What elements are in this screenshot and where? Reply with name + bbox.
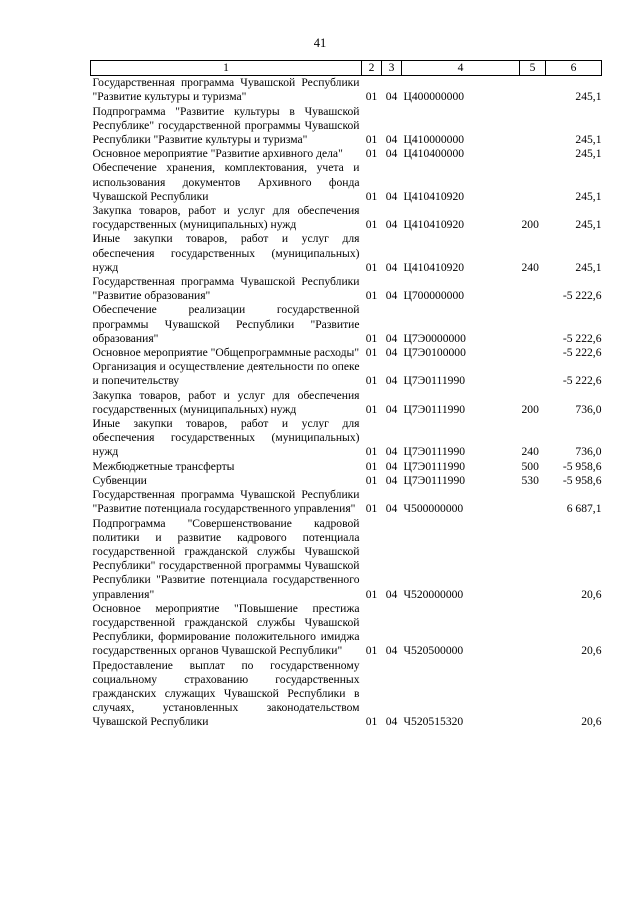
table-body bbox=[91, 76, 602, 730]
row-section: 01 bbox=[365, 644, 378, 658]
table-row bbox=[91, 417, 602, 460]
row-subsection: 04 bbox=[385, 133, 398, 147]
row-amount: -5 222,6 bbox=[562, 346, 602, 360]
row-amount: -5 222,6 bbox=[562, 331, 602, 345]
row-target-article: Ч500000000 bbox=[403, 502, 464, 516]
row-subsection: 04 bbox=[385, 374, 398, 388]
row-expense-type bbox=[520, 602, 546, 659]
header-col-csr: 4 bbox=[402, 61, 520, 76]
row-target-article: Ц410410920 bbox=[403, 189, 465, 203]
row-subsection: 04 bbox=[385, 445, 398, 459]
table-row bbox=[91, 474, 602, 488]
row-expense-type bbox=[520, 488, 546, 516]
row-target-article: Ц410000000 bbox=[403, 133, 465, 147]
row-expense-type: 240 bbox=[521, 260, 539, 274]
row-subsection: 04 bbox=[385, 289, 398, 303]
row-target-article: Ц7Э0000000 bbox=[403, 331, 466, 345]
row-amount: 245,1 bbox=[575, 189, 602, 203]
row-subsection: 04 bbox=[385, 715, 398, 729]
table-row bbox=[91, 147, 602, 161]
table-row bbox=[91, 346, 602, 360]
row-expense-type: 200 bbox=[521, 402, 539, 416]
row-amount: -5 222,6 bbox=[562, 374, 602, 388]
row-expense-type bbox=[520, 360, 546, 388]
row-expense-type bbox=[520, 517, 546, 602]
row-section: 01 bbox=[365, 133, 378, 147]
row-expense-type: 500 bbox=[521, 459, 539, 473]
row-section: 01 bbox=[365, 445, 378, 459]
row-name: Обеспечение реализации государственной программы Чувашской Республики "Развитие образования" bbox=[92, 303, 360, 345]
row-name: Основное мероприятие "Общепрограммные расходы" bbox=[92, 346, 360, 360]
row-section: 01 bbox=[365, 189, 378, 203]
row-name: Государственная программа Чувашской Республики "Развитие образования" bbox=[92, 275, 360, 303]
row-amount: 6 687,1 bbox=[566, 502, 602, 516]
row-subsection: 04 bbox=[385, 459, 398, 473]
row-amount: -5 222,6 bbox=[562, 289, 602, 303]
row-section: 01 bbox=[365, 587, 378, 601]
row-amount: 245,1 bbox=[575, 90, 602, 104]
row-target-article: Ч520000000 bbox=[403, 587, 464, 601]
row-target-article: Ц410410920 bbox=[403, 218, 465, 232]
table-row bbox=[91, 460, 602, 474]
table-row bbox=[91, 360, 602, 388]
table-row bbox=[91, 232, 602, 275]
row-target-article: Ц7Э0111990 bbox=[403, 459, 466, 473]
row-name: Иные закупки товаров, работ и услуг для обеспечения государственных (муниципальных) нужд bbox=[92, 417, 360, 459]
table-row bbox=[91, 389, 602, 417]
row-name: Основное мероприятие "Развитие архивного дела" bbox=[92, 147, 343, 161]
table-row bbox=[91, 105, 602, 148]
row-amount: -5 958,6 bbox=[562, 459, 602, 473]
row-expense-type bbox=[520, 76, 546, 105]
row-name: Закупка товаров, работ и услуг для обеспечения государственных (муниципальных) нужд bbox=[92, 388, 360, 416]
row-amount: 20,6 bbox=[581, 587, 602, 601]
row-section: 01 bbox=[365, 715, 378, 729]
row-target-article: Ц7Э0111990 bbox=[403, 402, 466, 416]
row-section: 01 bbox=[365, 459, 378, 473]
header-col-name: 1 bbox=[91, 61, 362, 76]
row-subsection: 04 bbox=[385, 260, 398, 274]
row-target-article: Ц700000000 bbox=[403, 289, 465, 303]
row-section: 01 bbox=[365, 502, 378, 516]
row-name: Организация и осуществление деятельности по опеке и попечительству bbox=[92, 360, 360, 388]
row-subsection: 04 bbox=[385, 473, 398, 487]
row-section: 01 bbox=[365, 346, 378, 360]
row-section: 01 bbox=[365, 402, 378, 416]
row-expense-type bbox=[520, 346, 546, 360]
row-subsection: 04 bbox=[385, 331, 398, 345]
row-amount: 736,0 bbox=[575, 445, 602, 459]
row-name: Закупка товаров, работ и услуг для обеспечения государственных (муниципальных) нужд bbox=[92, 204, 360, 232]
row-amount: 20,6 bbox=[581, 715, 602, 729]
row-amount: 245,1 bbox=[575, 133, 602, 147]
table-row bbox=[91, 659, 602, 730]
row-expense-type bbox=[520, 147, 546, 161]
row-expense-type: 240 bbox=[521, 445, 539, 459]
row-amount: -5 958,6 bbox=[562, 473, 602, 487]
row-target-article: Ц7Э0100000 bbox=[403, 346, 466, 360]
row-section: 01 bbox=[365, 331, 378, 345]
row-name: Государственная программа Чувашской Республики "Развитие культуры и туризма" bbox=[92, 76, 360, 104]
table-row bbox=[91, 602, 602, 659]
row-target-article: Ц7Э0111990 bbox=[403, 473, 466, 487]
row-expense-type bbox=[520, 659, 546, 730]
table-row bbox=[91, 161, 602, 204]
row-expense-type: 200 bbox=[521, 218, 539, 232]
row-target-article: Ч520500000 bbox=[403, 644, 464, 658]
row-target-article: Ц410410920 bbox=[403, 260, 465, 274]
row-name: Подпрограмма "Развитие культуры в Чувашской Республике" государственной программы Чувашской Республики "Развитие культуры и туризма" bbox=[92, 104, 360, 147]
table-row bbox=[91, 303, 602, 346]
row-expense-type: 530 bbox=[521, 473, 539, 487]
table-row bbox=[91, 204, 602, 232]
row-name: Основное мероприятие "Повышение престижа государственной гражданской службы Чувашской Республики, формирование положительного имиджа государственных органов Чувашской Республики" bbox=[92, 601, 360, 658]
row-target-article: Ц7Э0111990 bbox=[403, 374, 466, 388]
row-subsection: 04 bbox=[385, 147, 398, 161]
row-subsection: 04 bbox=[385, 644, 398, 658]
table-row bbox=[91, 76, 602, 105]
row-target-article: Ч520515320 bbox=[403, 715, 464, 729]
row-target-article: Ц400000000 bbox=[403, 90, 465, 104]
row-section: 01 bbox=[365, 473, 378, 487]
row-section: 01 bbox=[365, 289, 378, 303]
table-header-row bbox=[91, 61, 602, 76]
row-expense-type bbox=[520, 303, 546, 346]
row-target-article: Ц410400000 bbox=[403, 147, 465, 161]
row-expense-type bbox=[520, 105, 546, 148]
row-subsection: 04 bbox=[385, 218, 398, 232]
header-col-prz: 3 bbox=[382, 61, 402, 76]
row-subsection: 04 bbox=[385, 402, 398, 416]
row-subsection: 04 bbox=[385, 189, 398, 203]
row-name: Государственная программа Чувашской Республики "Развитие потенциала государственного управления" bbox=[92, 488, 360, 516]
row-amount: 736,0 bbox=[575, 402, 602, 416]
row-subsection: 04 bbox=[385, 502, 398, 516]
row-section: 01 bbox=[365, 90, 378, 104]
row-name: Обеспечение хранения, комплектования, учета и использования документов Архивного фонда Чувашской Республики bbox=[92, 161, 360, 203]
table-row bbox=[91, 517, 602, 602]
row-amount: 20,6 bbox=[581, 644, 602, 658]
row-target-article: Ц7Э0111990 bbox=[403, 445, 466, 459]
row-name: Межбюджетные трансферты bbox=[92, 459, 235, 473]
row-name: Предоставление выплат по государственному социальному страхованию государственных гражданских служащих Чувашской Республики в случаях, установленных законодательством Чувашской Республики bbox=[92, 658, 360, 729]
row-expense-type bbox=[520, 161, 546, 204]
row-section: 01 bbox=[365, 260, 378, 274]
row-subsection: 04 bbox=[385, 346, 398, 360]
table-row bbox=[91, 488, 602, 516]
row-expense-type bbox=[520, 275, 546, 303]
row-amount: 245,1 bbox=[575, 260, 602, 274]
header-col-rz: 2 bbox=[362, 61, 382, 76]
row-name: Иные закупки товаров, работ и услуг для обеспечения государственных (муниципальных) нужд bbox=[92, 232, 360, 274]
row-name: Субвенции bbox=[92, 473, 147, 487]
row-section: 01 bbox=[365, 374, 378, 388]
row-amount: 245,1 bbox=[575, 218, 602, 232]
budget-table bbox=[90, 60, 602, 730]
header-col-sum: 6 bbox=[546, 61, 602, 76]
table-row bbox=[91, 275, 602, 303]
row-amount: 245,1 bbox=[575, 147, 602, 161]
row-subsection: 04 bbox=[385, 587, 398, 601]
row-section: 01 bbox=[365, 218, 378, 232]
header-col-vr: 5 bbox=[520, 61, 546, 76]
row-name: Подпрограмма "Совершенствование кадровой политики и развитие кадрового потенциала государственной гражданской службы Чувашской Республики" государственной программы Чувашской Республики "Развитие потенциала государственного управления" bbox=[92, 516, 360, 601]
row-subsection: 04 bbox=[385, 90, 398, 104]
page-number: 41 bbox=[313, 36, 327, 50]
row-section: 01 bbox=[365, 147, 378, 161]
